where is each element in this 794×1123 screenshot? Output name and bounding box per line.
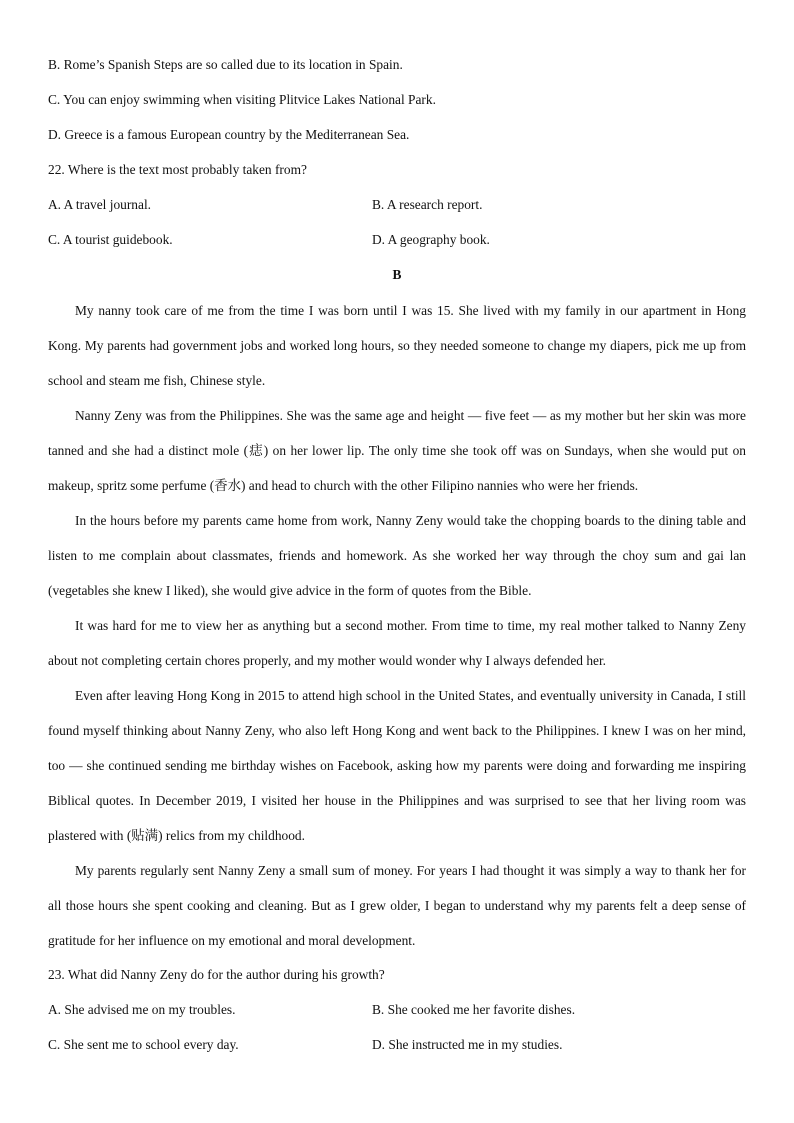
q23-options-row-2 — [48, 1032, 746, 1067]
q23-option-b: B. She cooked me her favorite dishes. — [372, 1002, 576, 1017]
q22-option-c: C. A tourist guidebook. — [48, 232, 173, 247]
passage-paragraph: Nanny Zeny was from the Philippines. She was the same age and height — five feet — as my mother but her skin was more tanned and she had a distinct mole (痣) on her lower lip. The only time she took off was on Sundays, when she would put on makeup, spritz some perfume (香水) and head to church with the other Filipino nannies who were her friends. — [48, 408, 746, 493]
passage-paragraph: In the hours before my parents came home from work, Nanny Zeny would take the chopping boards to the dining table and listen to me complain about classmates, friends and homework. As she worked her way through the choy sum and gai lan (vegetables she knew I liked), she would give advice in the form of quotes from the Bible. — [48, 513, 746, 598]
q21-option-d: D. Greece is a famous European country by the Mediterranean Sea. — [48, 127, 410, 142]
q23-question: 23. What did Nanny Zeny do for the author during his growth? — [48, 967, 385, 982]
exam-page — [48, 52, 746, 1067]
q23-option-c: C. She sent me to school every day. — [48, 1037, 239, 1052]
q22-question: 22. Where is the text most probably taken from? — [48, 162, 307, 177]
q22-options-row-1 — [48, 192, 746, 227]
passage-paragraph: My nanny took care of me from the time I was born until I was 15. She lived with my family in our apartment in Hong Kong. My parents had government jobs and worked long hours, so they needed someone to change my diapers, pick me up from school and steam me fish, Chinese style. — [48, 303, 746, 388]
passage-paragraph: It was hard for me to view her as anything but a second mother. From time to time, my real mother talked to Nanny Zeny about not completing certain chores properly, and my mother would wonder why I always defended her. — [48, 618, 746, 668]
q22-option-b: B. A research report. — [372, 197, 483, 212]
q21-option-b: B. Rome’s Spanish Steps are so called due to its location in Spain. — [48, 57, 403, 72]
section-title: B — [392, 267, 402, 282]
q22-option-d: D. A geography book. — [372, 232, 490, 247]
q23-options-row-1 — [48, 997, 746, 1032]
q22-options-row-2 — [48, 227, 746, 262]
passage — [48, 297, 746, 962]
q23-option-a: A. She advised me on my troubles. — [48, 1002, 236, 1017]
q22-option-a: A. A travel journal. — [48, 197, 152, 212]
q23-option-d: D. She instructed me in my studies. — [372, 1037, 563, 1052]
q21-option-c: C. You can enjoy swimming when visiting Plitvice Lakes National Park. — [48, 92, 436, 107]
passage-paragraph: Even after leaving Hong Kong in 2015 to attend high school in the United States, and eventually university in Canada, I still found myself thinking about Nanny Zeny, who also left Hong Kong and went back to the Philippines. I knew I was on her mind, too — she continued sending me birthday wishes on Facebook, asking how my parents were doing and forwarding me inspiring Biblical quotes. In December 2019, I visited her house in the Philippines and was surprised to see that her living room was plastered with (贴满) relics from my childhood. — [48, 688, 746, 843]
passage-paragraph: My parents regularly sent Nanny Zeny a small sum of money. For years I had thought it was simply a way to thank her for all those hours she spent cooking and cleaning. But as I grew older, I began to understand why my parents felt a deep sense of gratitude for her influence on my emotional and moral development. — [48, 863, 746, 948]
